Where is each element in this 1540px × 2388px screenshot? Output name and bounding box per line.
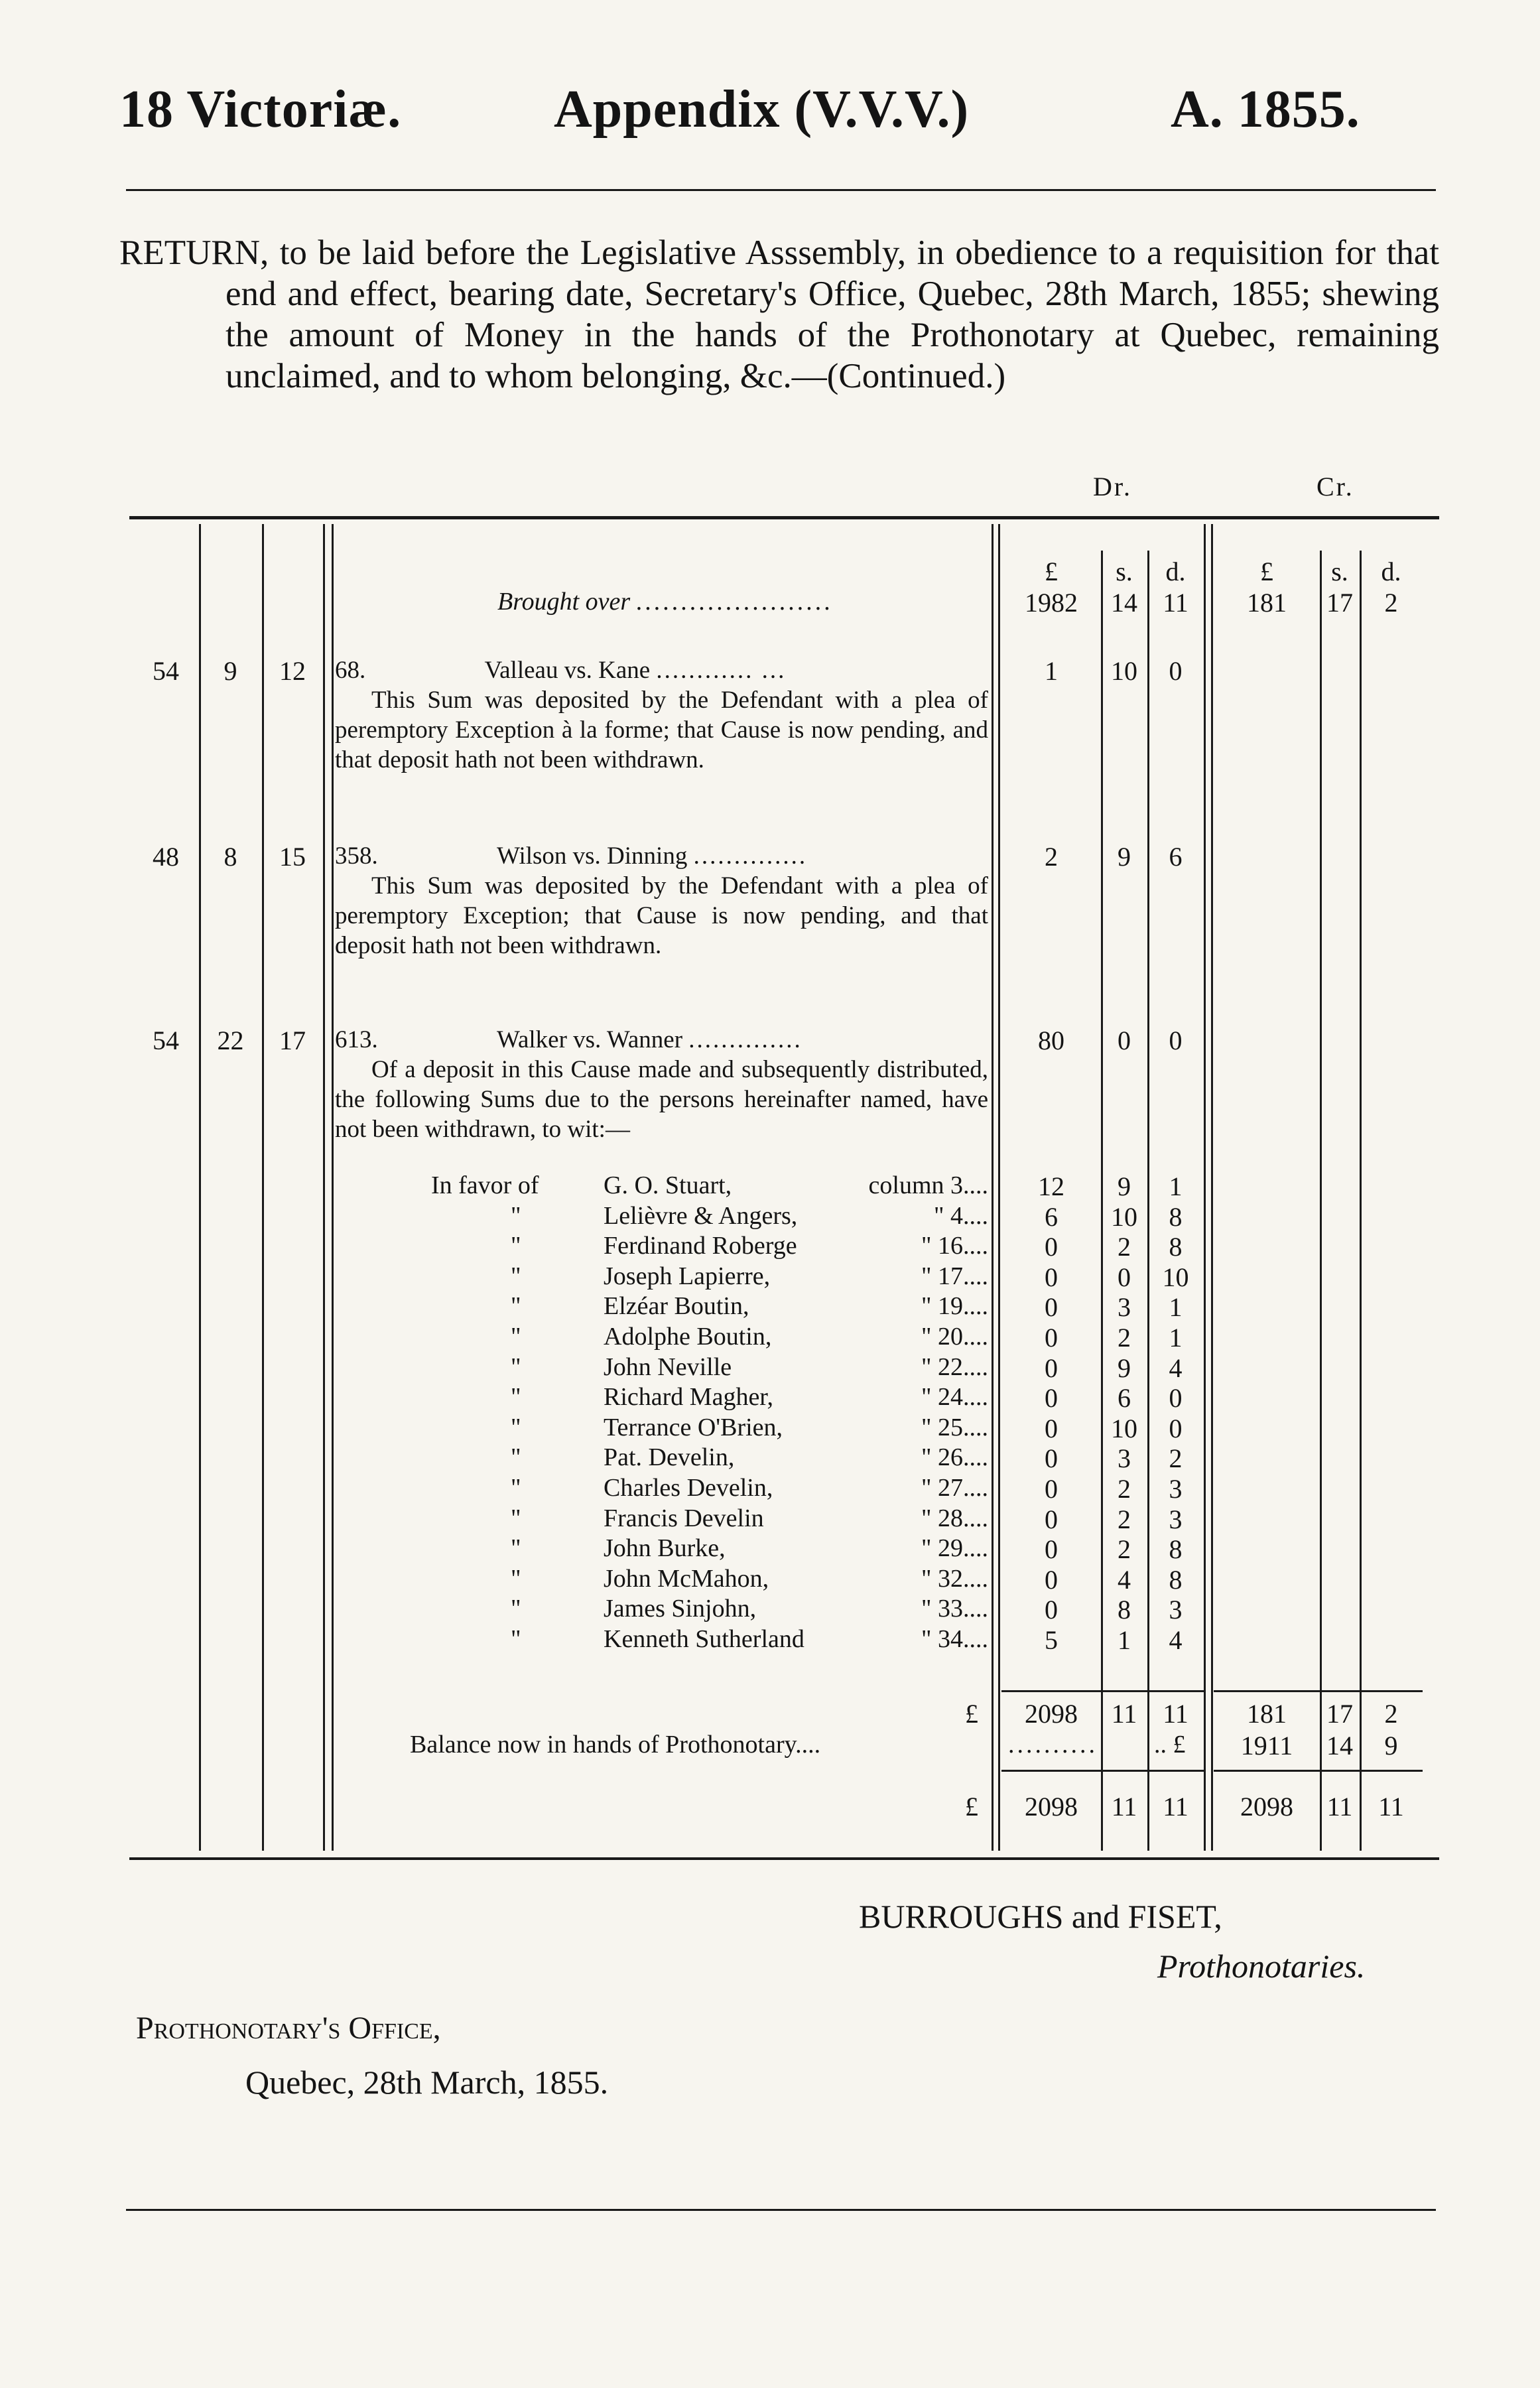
entry-dr-pence: 6 (1169, 842, 1183, 872)
creditor-name: Joseph Lapierre, (604, 1262, 771, 1290)
creditor-dr-pounds: 6 (1045, 1202, 1058, 1232)
creditor-dr-pence: 2 (1169, 1443, 1183, 1473)
creditor-column: " 22.... (921, 1353, 988, 1381)
creditor-name: Charles Develin, (604, 1474, 773, 1502)
creditor-ditto: " (511, 1504, 521, 1532)
total-dr-pence: 11 (1163, 1792, 1188, 1822)
creditor-dr-shillings: 9 (1118, 1171, 1131, 1201)
entry-ref: 48 (153, 842, 179, 872)
creditor-ditto: " (511, 1443, 521, 1471)
creditor-ditto: " (511, 1625, 521, 1653)
subtotal-dr-pence: 11 (1163, 1699, 1188, 1729)
creditor-dr-pounds: 0 (1045, 1232, 1058, 1262)
creditor-dr-shillings: 2 (1118, 1232, 1131, 1262)
creditor-ditto: " (511, 1474, 521, 1502)
total-dr-pounds: 2098 (1025, 1792, 1078, 1822)
entry-dr-shillings: 0 (1118, 1026, 1131, 1055)
header-center: Appendix (V.V.V.) (554, 80, 970, 139)
creditor-dr-pence: 4 (1169, 1625, 1183, 1655)
creditor-dr-shillings: 2 (1118, 1474, 1131, 1504)
case-number: 68. (335, 657, 366, 684)
creditor-name: Terrance O'Brien, (604, 1414, 783, 1441)
case-note: This Sum was deposited by the Defendant with a plea of peremptory Exception à la forme; that Cause is now pending, and that deposit hath not been withdrawn. (335, 687, 988, 773)
balance-cr-shillings: 14 (1326, 1731, 1353, 1760)
subtotal-rule-dr (1001, 1690, 1204, 1692)
cr-shillings-head: s. (1331, 557, 1348, 586)
brought-over-dr-shillings: 14 (1111, 588, 1137, 618)
column-divider (992, 524, 994, 1851)
case-number: 358. (335, 842, 378, 870)
total-symbol: £ (965, 1792, 978, 1822)
table-top-rule (129, 516, 1439, 519)
creditor-name: Lelièvre & Angers, (604, 1202, 798, 1230)
creditor-ditto: " (511, 1414, 521, 1441)
entry-dr-shillings: 10 (1111, 656, 1137, 686)
creditor-dr-shillings: 6 (1118, 1383, 1131, 1413)
creditor-ditto: " (511, 1353, 521, 1381)
entry-dr-pence: 0 (1169, 656, 1183, 686)
entry-ref: 54 (153, 656, 179, 686)
creditor-dr-pence: 0 (1169, 1414, 1183, 1443)
subtotal-symbol: £ (965, 1699, 978, 1729)
creditor-dr-pence: 10 (1162, 1262, 1189, 1292)
creditor-column: " 32.... (921, 1565, 988, 1593)
creditor-column: " 28.... (921, 1504, 988, 1532)
creditor-dr-pence: 1 (1169, 1171, 1183, 1201)
signature-names: BURROUGHS and FISET, (859, 1898, 1222, 1935)
balance-dots: .......... (1008, 1731, 1098, 1758)
creditor-dr-pounds: 0 (1045, 1443, 1058, 1473)
creditor-dr-pence: 3 (1169, 1504, 1183, 1534)
total-cr-pounds: 2098 (1240, 1792, 1293, 1822)
creditor-dr-pence: 1 (1169, 1292, 1183, 1322)
creditor-dr-pounds: 0 (1045, 1595, 1058, 1625)
column-divider (199, 524, 201, 1851)
creditor-ditto: " (511, 1595, 521, 1623)
creditor-dr-shillings: 3 (1118, 1443, 1131, 1473)
total-rule-cr (1214, 1770, 1423, 1772)
creditor-name: John Neville (604, 1353, 732, 1381)
creditor-dr-pounds: 0 (1045, 1414, 1058, 1443)
creditor-dr-pence: 3 (1169, 1474, 1183, 1504)
office-place-date: Quebec, 28th March, 1855. (245, 2064, 609, 2101)
creditor-name: Richard Magher, (604, 1383, 773, 1411)
case-name: Wilson vs. Dinning (497, 842, 688, 870)
entry-description: 68. Valleau vs. Kane ............ ... This Sum was deposited by the Defendant with a plea of peremptory Exception à la forme; that Cause is now pending, and that deposit hath not been withdrawn. (335, 657, 988, 773)
cr-pounds-head: £ (1260, 557, 1273, 586)
creditor-ditto: " (511, 1565, 521, 1593)
subtotal-rule-cr (1214, 1690, 1423, 1692)
creditor-column: " 29.... (921, 1534, 988, 1562)
creditor-dr-shillings: 2 (1118, 1504, 1131, 1534)
intro-paragraph (119, 232, 1439, 397)
creditor-dr-shillings: 1 (1118, 1625, 1131, 1655)
creditor-ditto: " (511, 1262, 521, 1290)
case-number: 613. (335, 1026, 378, 1053)
subtotal-dr-pounds: 2098 (1025, 1699, 1078, 1729)
creditor-dr-pence: 8 (1169, 1202, 1183, 1232)
column-divider (332, 524, 334, 1851)
entry-dr-pounds: 80 (1038, 1026, 1064, 1055)
creditor-dr-pounds: 0 (1045, 1292, 1058, 1322)
creditor-name: Elzéar Boutin, (604, 1292, 749, 1320)
entry-ref: 22 (217, 1026, 244, 1055)
column-divider (1360, 551, 1362, 1851)
signature-title: Prothonotaries. (1157, 1948, 1366, 1985)
subtotal-cr-shillings: 17 (1326, 1699, 1353, 1729)
creditor-dr-shillings: 2 (1118, 1534, 1131, 1564)
creditor-dr-pence: 3 (1169, 1595, 1183, 1625)
header-left: 18 Victoriæ. (119, 80, 402, 139)
creditor-column: " 4.... (933, 1202, 988, 1230)
creditor-name: James Sinjohn, (604, 1595, 757, 1623)
creditor-dr-pounds: 0 (1045, 1383, 1058, 1413)
dr-shillings-head: s. (1116, 557, 1133, 586)
entry-dr-pounds: 1 (1045, 656, 1058, 686)
intro-text: RETURN, to be laid before the Legislative Asssembly, in obedience to a requisition for that end and effect, bearing date, Secretary's Office, Quebec, 28th March, 1855; shewing the amount of Money in the hands of the Prothonotary at Quebec, remaining unclaimed, and to whom belonging, &c.—(Continued.) (119, 233, 1439, 395)
creditor-dr-shillings: 2 (1118, 1323, 1131, 1353)
entry-ref: 54 (153, 1026, 179, 1055)
creditor-dr-pounds: 0 (1045, 1474, 1058, 1504)
creditor-column: " 24.... (921, 1383, 988, 1411)
entry-ref: 17 (279, 1026, 306, 1055)
entry-description: 613. Walker vs. Wanner .............. Of a deposit in this Cause made and subsequently distributed, the following Sums due to the persons hereinafter named, have not been withdrawn, to wit:— (335, 1026, 988, 1143)
creditor-dr-pence: 8 (1169, 1565, 1183, 1595)
entry-ref: 8 (224, 842, 237, 872)
creditor-ditto: " (511, 1534, 521, 1562)
creditor-name: Francis Develin (604, 1504, 764, 1532)
entry-dr-pounds: 2 (1045, 842, 1058, 872)
entry-ref: 9 (224, 656, 237, 686)
case-name: Valleau vs. Kane (484, 657, 651, 684)
subtotal-dr-shillings: 11 (1111, 1699, 1137, 1729)
creditor-dr-shillings: 0 (1118, 1262, 1131, 1292)
creditor-column: " 25.... (921, 1414, 988, 1441)
header-rule (126, 189, 1436, 191)
subtotal-cr-pence: 2 (1384, 1699, 1398, 1729)
balance-symbol: .. £ (1154, 1731, 1186, 1758)
header-right: A. 1855. (1171, 80, 1360, 139)
creditor-dr-pounds: 0 (1045, 1504, 1058, 1534)
creditor-ditto: " (511, 1202, 521, 1230)
creditor-dr-pence: 0 (1169, 1383, 1183, 1413)
creditor-dr-pounds: 0 (1045, 1353, 1058, 1383)
creditor-column: " 19.... (921, 1292, 988, 1320)
table-bottom-rule (129, 1857, 1439, 1860)
column-divider (323, 524, 325, 1851)
total-dr-shillings: 11 (1111, 1792, 1137, 1822)
balance-cr-pence: 9 (1384, 1731, 1398, 1760)
creditor-column: " 17.... (921, 1262, 988, 1290)
creditor-name: G. O. Stuart, (604, 1171, 732, 1199)
brought-over-cr-shillings: 17 (1326, 588, 1353, 618)
entry-ref: 15 (279, 842, 306, 872)
creditor-ditto: " (511, 1292, 521, 1320)
creditor-name: John McMahon, (604, 1565, 769, 1593)
column-divider (1320, 551, 1322, 1851)
column-divider (262, 524, 264, 1851)
creditor-column: " 27.... (921, 1474, 988, 1502)
entry-ref: 12 (279, 656, 306, 686)
creditor-name: Kenneth Sutherland (604, 1625, 804, 1653)
case-note: This Sum was deposited by the Defendant with a plea of peremptory Exception; that Cause is now pending, and that deposit hath not been withdrawn. (335, 872, 988, 959)
dr-heading: Dr. (1093, 472, 1132, 501)
brought-over-dr-pounds: 1982 (1025, 588, 1078, 618)
office-name: Prothonotary's Office, (136, 2011, 441, 2046)
creditor-column: " 20.... (921, 1323, 988, 1351)
balance-label: Balance now in hands of Prothonotary.... (410, 1731, 821, 1758)
creditor-dr-pounds: 5 (1045, 1625, 1058, 1655)
brought-over-dr-pence: 11 (1163, 588, 1188, 618)
creditor-dr-pounds: 0 (1045, 1262, 1058, 1292)
entry-dr-pence: 0 (1169, 1026, 1183, 1055)
brought-over-cr-pounds: 181 (1247, 588, 1287, 618)
creditor-column: " 16.... (921, 1232, 988, 1260)
creditor-dr-pounds: 0 (1045, 1565, 1058, 1595)
creditor-dr-shillings: 3 (1118, 1292, 1131, 1322)
creditor-ditto: " (511, 1232, 521, 1260)
entry-dr-shillings: 9 (1118, 842, 1131, 872)
creditor-dr-shillings: 4 (1118, 1565, 1131, 1595)
creditor-dr-pounds: 0 (1045, 1534, 1058, 1564)
creditor-ditto: " (511, 1323, 521, 1351)
total-cr-pence: 11 (1378, 1792, 1404, 1822)
entry-description: 358. Wilson vs. Dinning .............. This Sum was deposited by the Defendant with a plea of peremptory Exception; that Cause is now pending, and that deposit hath not been withdrawn. (335, 842, 988, 959)
total-rule-dr (1001, 1770, 1204, 1772)
creditor-dr-pounds: 12 (1038, 1171, 1064, 1201)
creditor-dr-shillings: 10 (1111, 1202, 1137, 1232)
creditor-name: John Burke, (604, 1534, 726, 1562)
brought-over-cr-pence: 2 (1384, 588, 1398, 618)
creditor-favor-prefix: In favor of (431, 1171, 539, 1199)
creditor-dr-pounds: 0 (1045, 1323, 1058, 1353)
creditor-dr-pence: 8 (1169, 1534, 1183, 1564)
creditor-name: Adolphe Boutin, (604, 1323, 772, 1351)
column-divider (998, 524, 1000, 1851)
creditor-dr-shillings: 9 (1118, 1353, 1131, 1383)
creditor-column: column 3.... (868, 1171, 988, 1199)
creditor-column: " 26.... (921, 1443, 988, 1471)
creditor-dr-shillings: 8 (1118, 1595, 1131, 1625)
creditor-name: Pat. Develin, (604, 1443, 735, 1471)
subtotal-cr-pounds: 181 (1247, 1699, 1287, 1729)
brought-over-label: Brought over ...................... (497, 588, 834, 616)
dr-pounds-head: £ (1045, 557, 1058, 586)
creditor-dr-pence: 1 (1169, 1323, 1183, 1353)
creditor-column: " 33.... (921, 1595, 988, 1623)
creditor-column: " 34.... (921, 1625, 988, 1653)
creditor-dr-pence: 8 (1169, 1232, 1183, 1262)
column-divider (1204, 524, 1206, 1851)
balance-cr-pounds: 1911 (1240, 1731, 1293, 1760)
cr-pence-head: d. (1381, 557, 1401, 586)
column-divider (1211, 524, 1213, 1851)
footer-rule (126, 2209, 1436, 2211)
creditor-dr-pence: 4 (1169, 1353, 1183, 1383)
creditor-ditto: " (511, 1383, 521, 1411)
creditor-name: Ferdinand Roberge (604, 1232, 797, 1260)
case-note: Of a deposit in this Cause made and subsequently distributed, the following Sums due to the persons hereinafter named, have not been withdrawn, to wit:— (335, 1056, 988, 1143)
total-cr-shillings: 11 (1326, 1792, 1353, 1822)
dr-pence-head: d. (1165, 557, 1186, 586)
case-name: Walker vs. Wanner (497, 1026, 683, 1053)
cr-heading: Cr. (1316, 472, 1354, 501)
creditor-dr-shillings: 10 (1111, 1414, 1137, 1443)
